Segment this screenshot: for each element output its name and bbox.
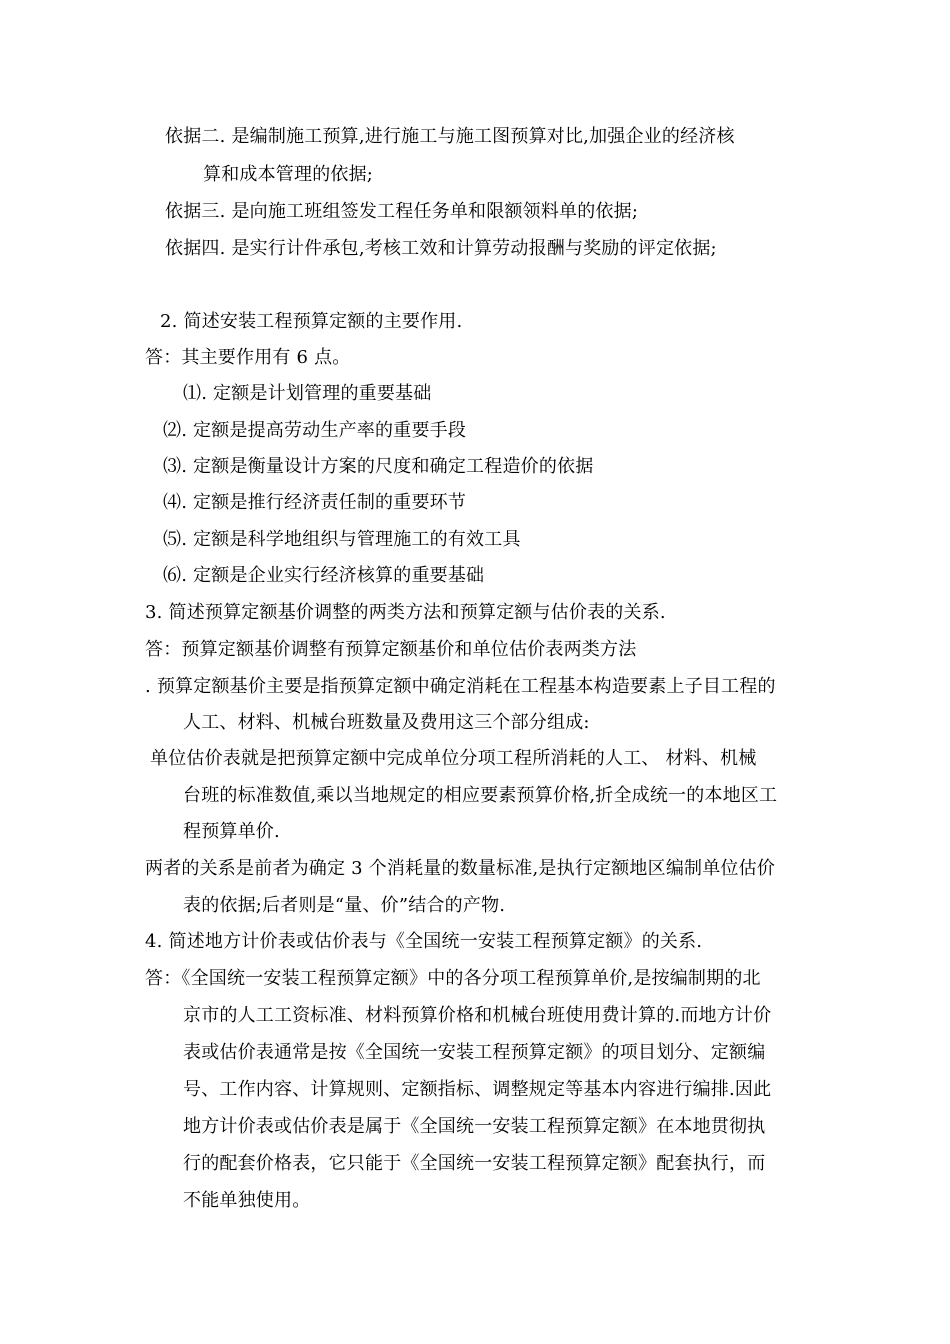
- question-4: 4. 简述地方计价表或估价表与《全国统一安装工程预算定额》的关系.: [145, 931, 703, 952]
- answer-2-point-1: ⑴. 定额是计划管理的重要基础: [183, 383, 432, 404]
- basis-item-4: 依据四. 是实行计件承包,考核工效和计算劳动报酬与奖励的评定依据;: [165, 238, 717, 259]
- answer-3-para-2-line-3: 程预算单价.: [183, 821, 280, 842]
- answer-2-point-3: ⑶. 定额是衡量设计方案的尺度和确定工程造价的依据: [163, 456, 594, 477]
- answer-4-line-5: 地方计价表或估价表是属于《全国统一安装工程预算定额》在本地贯彻执: [183, 1116, 766, 1137]
- answer-2-point-5: ⑸. 定额是科学地组织与管理施工的有效工具: [163, 529, 521, 550]
- answer-3-para-2-line-2: 台班的标准数值,乘以当地规定的相应要素预算价格,折全成统一的本地区工: [183, 785, 778, 806]
- answer-3-para-1-line-1: . 预算定额基价主要是指预算定额中确定消耗在工程基本构造要素上子目工程的: [145, 676, 776, 697]
- answer-3-intro: 答：预算定额基价调整有预算定额基价和单位估价表两类方法: [145, 639, 637, 660]
- question-3: 3. 简述预算定额基价调整的两类方法和预算定额与估价表的关系.: [145, 602, 666, 623]
- answer-2-point-6: ⑹. 定额是企业实行经济核算的重要基础: [163, 565, 485, 586]
- answer-2-intro: 答：其主要作用有 6 点。: [145, 347, 351, 368]
- basis-item-3: 依据三. 是向施工班组签发工程任务单和限额领料单的依据;: [165, 201, 639, 222]
- answer-4-line-4: 号、工作内容、计算规则、定额指标、调整规定等基本内容进行编排.因此: [183, 1079, 772, 1100]
- answer-2-point-2: ⑵. 定额是提高劳动生产率的重要手段: [163, 420, 467, 441]
- answer-4-line-3: 表或估价表通常是按《全国统一安装工程预算定额》的项目划分、定额编: [183, 1042, 766, 1063]
- answer-4-line-1: 答：《全国统一安装工程预算定额》中的各分项工程预算单价,是按编制期的北: [145, 968, 761, 989]
- answer-3-para-3-line-1: 两者的关系是前者为确定 3 个消耗量的数量标准,是执行定额地区编制单位估价: [145, 858, 776, 879]
- basis-item-2-line-1: 依据二. 是编制施工预算,进行施工与施工图预算对比,加强企业的经济核: [165, 126, 735, 147]
- question-2: 2. 简述安装工程预算定额的主要作用.: [160, 311, 463, 332]
- answer-3-para-1-line-2: 人工、材料、机械台班数量及费用这三个部分组成:: [183, 712, 590, 733]
- answer-2-point-4: ⑷. 定额是推行经济责任制的重要环节: [163, 492, 467, 513]
- answer-4-line-6: 行的配套价格表，它只能于《全国统一安装工程预算定额》配套执行，而: [183, 1153, 766, 1174]
- answer-3-para-2-line-1: 单位估价表就是把预算定额中完成单位分项工程所消耗的人工、 材料、机械: [150, 748, 757, 769]
- answer-3-para-3-line-2: 表的依据;后者则是“量、价”结合的产物.: [183, 895, 506, 916]
- answer-4-line-2: 京市的人工工资标准、材料预算价格和机械台班使用费计算的.而地方计价: [183, 1005, 772, 1026]
- basis-item-2-line-2: 算和成本管理的依据;: [203, 164, 374, 185]
- answer-4-line-7: 不能单独使用。: [183, 1190, 311, 1211]
